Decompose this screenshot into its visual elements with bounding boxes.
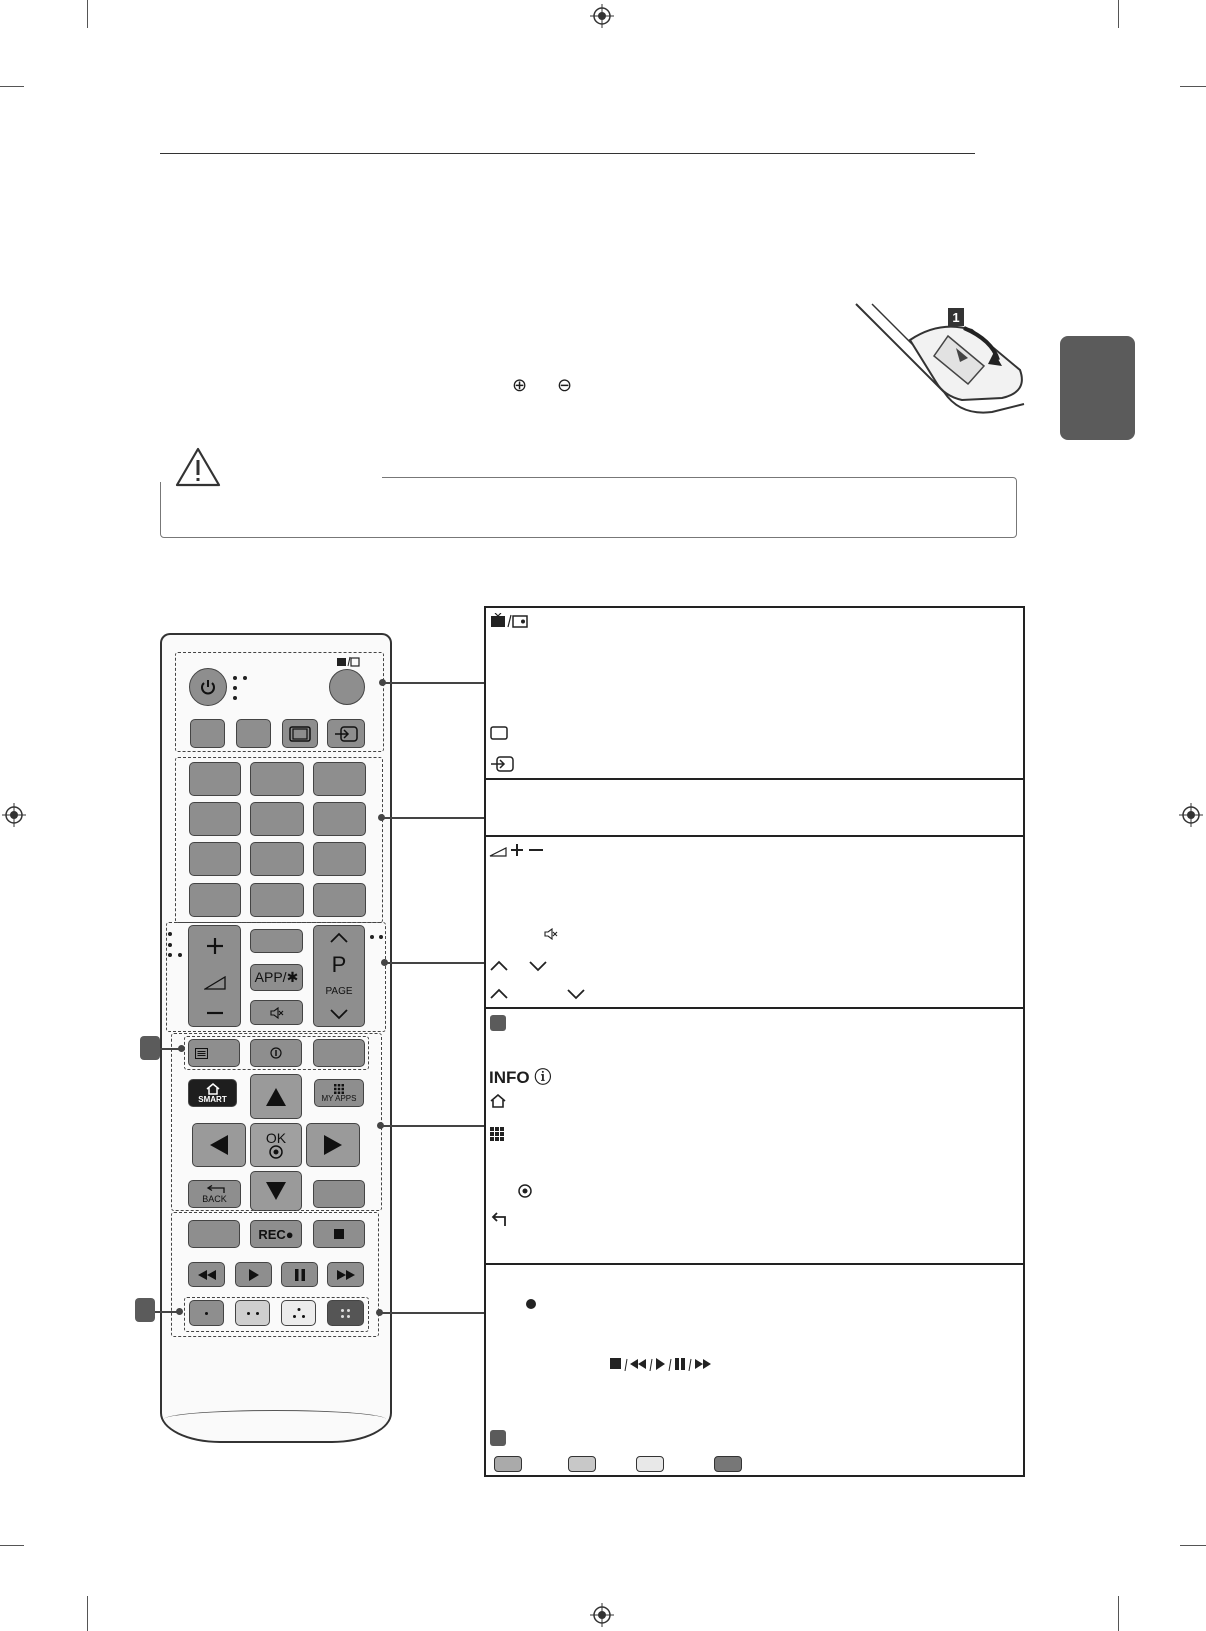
rewind-icon <box>198 1270 216 1280</box>
remote-button[interactable] <box>236 719 271 748</box>
app-button[interactable] <box>250 964 303 991</box>
play-icon <box>249 1269 259 1281</box>
ok-label: OK <box>265 1130 287 1146</box>
stop-icon <box>334 1229 344 1239</box>
yellow-button[interactable] <box>281 1300 316 1326</box>
arrow-left-icon <box>209 1134 229 1156</box>
info-label: INFO ⓘ <box>489 1068 552 1087</box>
ok-button[interactable] <box>250 1123 302 1167</box>
smart-button[interactable] <box>188 1079 237 1107</box>
number-button[interactable] <box>313 842 366 876</box>
fast-forward-icon <box>337 1270 355 1280</box>
plus-icon <box>206 937 224 955</box>
dpad-right-button[interactable] <box>306 1123 360 1167</box>
registration-mark-icon <box>2 803 26 827</box>
header-rule <box>160 153 975 154</box>
green-dots-icon <box>247 1312 259 1315</box>
crop-mark <box>1180 86 1206 87</box>
number-button[interactable] <box>189 842 241 876</box>
tv-radio-icon <box>490 613 530 629</box>
number-button[interactable] <box>250 883 304 917</box>
dpad-left-button[interactable] <box>192 1123 246 1167</box>
input-icon <box>334 726 358 742</box>
minus-icon <box>206 1011 224 1015</box>
number-button[interactable] <box>189 883 241 917</box>
back-arrow-icon <box>490 1212 508 1227</box>
marker-1-ref <box>490 1015 506 1031</box>
crop-mark <box>0 1545 24 1546</box>
crop-mark <box>87 0 88 28</box>
marker-1 <box>140 1036 160 1060</box>
info-button[interactable] <box>250 1039 302 1067</box>
number-button[interactable] <box>189 802 241 836</box>
power-icon <box>199 678 217 696</box>
teletext-icon <box>195 1048 208 1059</box>
play-button[interactable] <box>235 1262 272 1287</box>
crop-mark <box>1118 1596 1119 1631</box>
marker-2-ref <box>490 1430 506 1446</box>
battery-plus-symbol: ⊕ <box>512 375 528 395</box>
crop-mark <box>1180 1545 1206 1546</box>
programme-rocker[interactable] <box>313 925 365 1027</box>
ok-wheel-icon <box>518 1184 532 1198</box>
yellow-dots-icon <box>293 1308 305 1318</box>
chevron-down-icon <box>329 1008 349 1020</box>
remote-button[interactable] <box>250 929 303 953</box>
mute-button[interactable] <box>250 1000 303 1025</box>
dpad-down-button[interactable] <box>250 1171 302 1211</box>
number-button[interactable] <box>250 762 304 796</box>
remote-button[interactable] <box>313 1180 365 1208</box>
volume-icon <box>204 976 226 990</box>
rec-button[interactable] <box>250 1220 302 1248</box>
blue-button[interactable] <box>327 1300 364 1326</box>
home-icon <box>490 1094 506 1108</box>
playback-controls-icon <box>610 1357 722 1371</box>
chevron-down-icon <box>566 988 586 1000</box>
number-button[interactable] <box>250 842 304 876</box>
yellow-button-icon <box>636 1456 664 1472</box>
chevron-down-icon <box>528 960 548 972</box>
stop-button[interactable] <box>313 1220 365 1248</box>
fast-forward-button[interactable] <box>327 1262 364 1287</box>
arrow-up-icon <box>265 1087 287 1107</box>
marker-2 <box>135 1298 155 1322</box>
red-dot <box>205 1312 208 1315</box>
aspect-ratio-button[interactable] <box>282 719 318 748</box>
green-button[interactable] <box>235 1300 270 1326</box>
chevron-up-icon <box>489 988 509 1000</box>
number-button[interactable] <box>250 802 304 836</box>
remote-bottom-curve <box>164 1410 386 1441</box>
blue-button-icon <box>714 1456 742 1472</box>
volume-rocker[interactable] <box>188 925 241 1027</box>
ok-wheel-icon <box>269 1145 283 1159</box>
battery-minus-symbol: ⊖ <box>557 375 573 395</box>
red-button-icon <box>494 1456 522 1472</box>
back-button[interactable] <box>188 1180 241 1208</box>
power-button[interactable] <box>189 668 227 706</box>
battery-cover-illustration <box>852 300 1052 420</box>
crop-mark <box>1118 0 1119 28</box>
text-button[interactable] <box>188 1039 240 1067</box>
input-button[interactable] <box>327 719 365 748</box>
page-label: PAGE <box>325 986 353 998</box>
remote-button[interactable] <box>190 719 225 748</box>
red-button[interactable] <box>189 1300 224 1326</box>
rewind-button[interactable] <box>188 1262 225 1287</box>
arrow-down-icon <box>265 1181 287 1201</box>
tv-radio-button[interactable] <box>329 669 365 705</box>
apps-grid-icon <box>490 1127 504 1141</box>
step-badge-1: 1 <box>952 310 960 325</box>
chevron-up-icon <box>489 960 509 972</box>
section-tab <box>1060 336 1135 440</box>
mute-icon <box>544 928 558 940</box>
warning-triangle-icon <box>174 446 222 488</box>
input-icon <box>490 756 514 772</box>
my-apps-button[interactable] <box>314 1079 364 1107</box>
back-arrow-icon <box>205 1185 225 1194</box>
crop-mark <box>87 1596 88 1631</box>
registration-mark-icon <box>590 4 614 28</box>
volume-plus-minus-icon <box>489 842 549 858</box>
aspect-ratio-icon <box>490 726 508 740</box>
caution-box <box>160 477 1017 538</box>
my-apps-label: MY APPS <box>321 1093 357 1103</box>
page-letter: P <box>331 951 347 977</box>
tv-radio-icon <box>336 656 360 668</box>
apps-grid-icon <box>334 1084 344 1094</box>
number-button[interactable] <box>189 762 241 796</box>
crop-mark <box>0 86 24 87</box>
pause-icon <box>295 1269 305 1281</box>
mute-icon <box>270 1007 284 1019</box>
dpad-up-button[interactable] <box>250 1074 302 1119</box>
rec-label: REC● <box>258 1226 294 1242</box>
record-dot-icon <box>525 1298 537 1310</box>
registration-mark-icon <box>1179 803 1203 827</box>
chevron-up-icon <box>329 932 349 944</box>
back-label: BACK <box>202 1193 227 1204</box>
pause-button[interactable] <box>281 1262 318 1287</box>
aspect-ratio-icon <box>289 726 311 742</box>
number-button[interactable] <box>313 883 366 917</box>
number-button[interactable] <box>313 802 366 836</box>
smart-label: SMART <box>198 1094 227 1104</box>
number-button[interactable] <box>313 762 366 796</box>
blue-dots-icon <box>341 1309 350 1318</box>
button-description-panel <box>484 606 1025 1477</box>
remote-button[interactable] <box>313 1039 365 1067</box>
info-icon <box>270 1047 282 1059</box>
arrow-right-icon <box>323 1134 343 1156</box>
green-button-icon <box>568 1456 596 1472</box>
app-button-label: APP/✱ <box>254 969 299 985</box>
remote-button[interactable] <box>188 1220 240 1248</box>
registration-mark-icon <box>590 1603 614 1627</box>
home-icon <box>206 1083 220 1095</box>
